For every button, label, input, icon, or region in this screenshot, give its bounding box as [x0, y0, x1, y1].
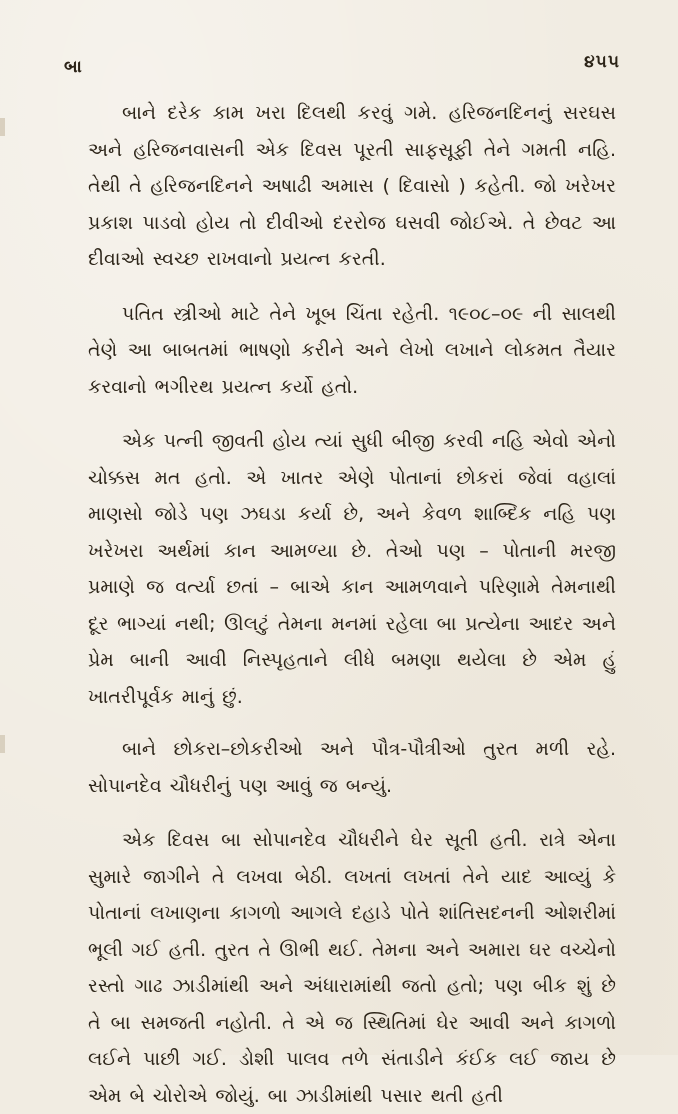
page-number: ૪૫૫ [584, 52, 620, 72]
paragraph: બાને છોકરા–છોકરીઓ અને પૌત્ર-પૌત્રીઓ તુરત મળી રહે. સોપાનદેવ ચૌધરીનું પણ આવું જ બન્યું. [88, 738, 616, 797]
running-header-title: બા [64, 57, 83, 77]
paragraph: પતિત સ્ત્રીઓ માટે તેને ખૂબ ચિંતા રહેતી. ૧૯૦૮–૦૯ ની સાલથી તેણે આ બાબતમાં ભાષણો કરીને અને લેખો લખાને લોકમત તૈયાર કરવાનો ભગીરથ પ્રયત્ન કર્યો હતો. [88, 302, 616, 398]
paragraph: એક પત્ની જીવતી હોય ત્યાં સુધી બીજી કરવી નહિ એવો એનો ચોક્કસ મત હતો. એ ખાતર એણે પોતાનાં છોકરાં જેવાં વહાલાં માણસો જોડે પણ ઝઘડા કર્યા છે, અને કેવળ શાબ્દિક નહિ પણ ખરેખરા અર્થમાં કાન આમળ્યા છે. તેઓ પણ – પોતાની મરજી પ્રમાણે જ વર્ત્યા છતાં – બાએ કાન આમળવાને પરિણામે તેમનાથી દૂર ભાગ્યાં નથી; ઊલટું તેમના મનમાં રહેલા બા પ્રત્યેના આદર અને પ્રેમ બાની આવી નિસ્પૃહતાને લીધે બમણા થયેલા છે એમ હું ખાતરીપૂર્વક માનું છું. [88, 430, 616, 708]
page-edge-mark [0, 118, 5, 136]
paragraph: બાને દરેક કામ ખરા દિલથી કરવું ગમે. હરિજનદિનનું સરઘસ અને હરિજનવાસની એક દિવસ પૂરતી સાફસૂફી તેને ગમતી નહિ. તેથી તે હરિજનદિનને અષાઢી અમાસ ( દિવાસો ) કહેતી. જો ખરેખર પ્રકાશ પાડવો હોય તો દીવીઓ દરરોજ ઘસવી જોઈએ. તે છેવટ આ દીવાઓ સ્વચ્છ રાખવાનો પ્રયત્ન કરતી. [88, 102, 616, 270]
page-edge-mark [0, 735, 5, 753]
paragraph: એક દિવસ બા સોપાનદેવ ચૌધરીને ઘેર સૂતી હતી. રાત્રે એના સુમારે જાગીને તે લખવા બેઠી. લખતાં લખતાં તેને યાદ આવ્યું કે પોતાનાં લખાણના કાગળો આગલે દહાડે પોતે શાંતિસદનની ઓશરીમાં ભૂલી ગઈ હતી. તુરત તે ઊભી થઈ. તેમના અને અમારા ઘર વચ્ચેનો રસ્તો ગાઢ ઝાડીમાંથી અને અંધારામાંથી જતો હતો; પણ બીક શું છે તે બા સમજતી નહોતી. તે એ જ સ્થિતિમાં ઘેર આવી અને કાગળો લઈને પાછી ગઈ. ડોશી પાલવ તળે સંતાડીને કંઈક લઈ જાય છે એમ બે ચોરોએ જોયું. બા ઝાડીમાંથી પસાર થતી હતી [88, 829, 616, 1107]
body-text [88, 95, 616, 1114]
